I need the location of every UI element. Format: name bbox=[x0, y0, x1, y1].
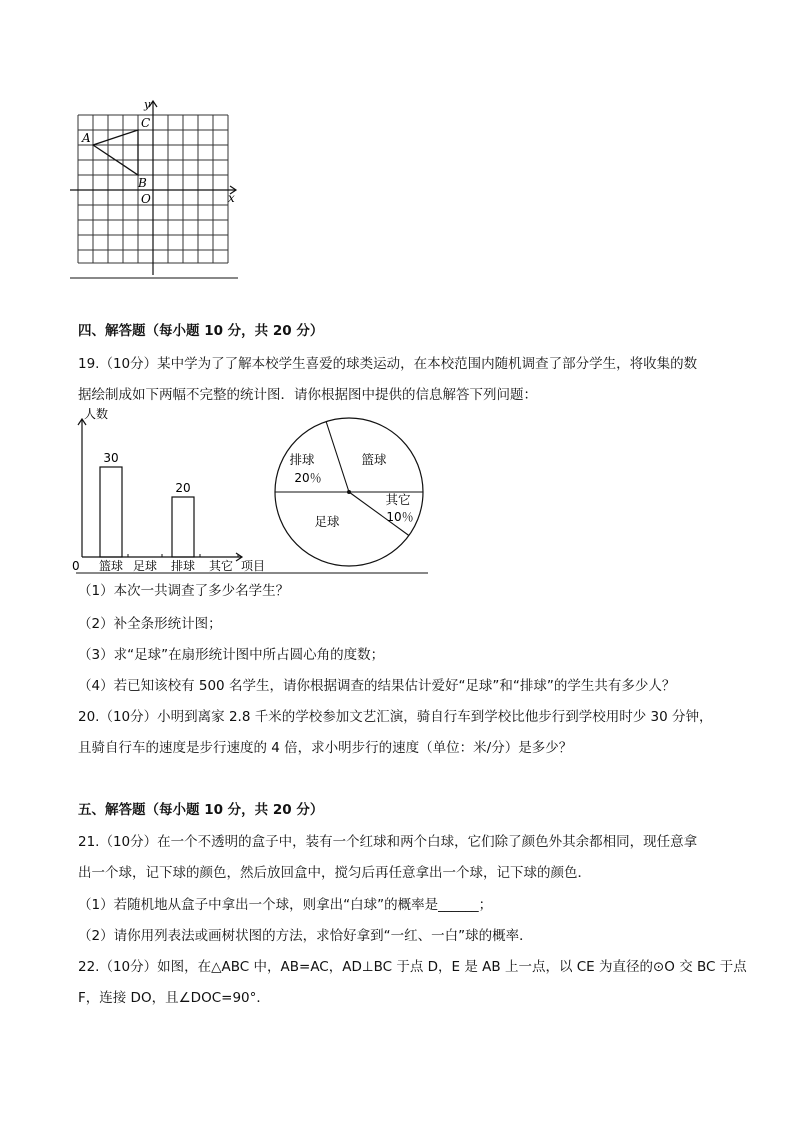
label-c: C bbox=[141, 116, 151, 130]
triangle-abc bbox=[93, 130, 138, 175]
label-o: O bbox=[141, 192, 151, 206]
q21-text-line1: 21.（10分）在一个不透明的盒子中，装有一个红球和两个白球，它们除了颜色外其余都相同，现任意拿 bbox=[78, 834, 698, 850]
bar-排球 bbox=[172, 497, 194, 557]
pie-chart bbox=[272, 412, 432, 572]
bar-category-label: 排球 bbox=[170, 559, 196, 573]
bar-ylabel: 人数 bbox=[84, 407, 109, 421]
section-5-heading: 五、解答题（每小题 10 分，共 20 分） bbox=[78, 802, 324, 818]
q20-text-line2: 且骑自行车的速度是步行速度的 4 倍，求小明步行的速度（单位：米/分）是多少？ bbox=[78, 740, 573, 756]
section-4-heading: 四、解答题（每小题 10 分，共 20 分） bbox=[78, 323, 324, 339]
bar-xlabel: 项目 bbox=[241, 559, 266, 573]
q19-sub4: （4）若已知该校有 500 名学生，请你根据调查的结果估计爱好“足球”和“排球”的学生共有多少人？ bbox=[78, 678, 676, 694]
pie-slice-label: 足球 bbox=[314, 514, 340, 529]
q19-sub1: （1）本次一共调查了多少名学生？ bbox=[78, 583, 290, 599]
pie-slice-label: 排球 bbox=[289, 452, 315, 467]
bar-origin-label: 0 bbox=[72, 559, 80, 573]
q22-text-line1: 22.（10分）如图，在△ABC 中，AB=AC，AD⊥BC 于点 D，E 是 AB 上一点，以 CE 为直径的⊙O 交 BC 于点 bbox=[78, 959, 747, 975]
q22-text-line2: F，连接 DO，且∠DOC=90°． bbox=[78, 990, 270, 1006]
q21-sub2: （2）请你用列表法或画树状图的方法，求恰好拿到“一红、一白”球的概率． bbox=[78, 928, 533, 944]
label-a: A bbox=[82, 131, 91, 145]
pie-center bbox=[347, 490, 351, 494]
bar-篮球 bbox=[100, 467, 122, 557]
bar-category-label: 其它 bbox=[208, 559, 234, 573]
coordinate-grid-figure bbox=[60, 95, 250, 285]
pie-slice-label: 其它 bbox=[385, 492, 411, 507]
bar-data-label: 20 bbox=[175, 481, 191, 495]
label-b: B bbox=[138, 176, 147, 190]
bar-category-label: 篮球 bbox=[98, 559, 124, 573]
label-x: x bbox=[228, 191, 235, 205]
q19-text-line1: 19.（10分）某中学为了了解本校学生喜爱的球类运动，在本校范围内随机调查了部分学生，将收集的数 bbox=[78, 356, 698, 372]
q21-text-line2: 出一个球，记下球的颜色，然后放回盒中，搅匀后再任意拿出一个球，记下球的颜色． bbox=[78, 865, 591, 881]
q20-text-line1: 20.（10分）小明到离家 2.8 千米的学校参加文艺汇演，骑自行车到学校比他步行到学校用时少 30 分钟， bbox=[78, 709, 713, 725]
pie-percent-label: 10％ bbox=[386, 510, 414, 524]
bar-category-label: 足球 bbox=[132, 559, 158, 573]
label-y: y bbox=[144, 98, 151, 111]
pie-slice-label: 篮球 bbox=[361, 452, 387, 467]
q21-sub1: （1）若随机地从盒子中拿出一个球，则拿出“白球”的概率是______； bbox=[78, 897, 493, 913]
pie-slice-boundary bbox=[326, 422, 349, 492]
q19-sub2: （2）补全条形统计图； bbox=[78, 616, 222, 632]
pie-percent-label: 20％ bbox=[294, 471, 322, 485]
bar-data-label: 30 bbox=[103, 451, 119, 465]
q19-text-line2: 据绘制成如下两幅不完整的统计图．请你根据图中提供的信息解答下列问题： bbox=[78, 387, 537, 403]
q19-sub3: （3）求“足球”在扇形统计图中所占圆心角的度数； bbox=[78, 647, 385, 663]
